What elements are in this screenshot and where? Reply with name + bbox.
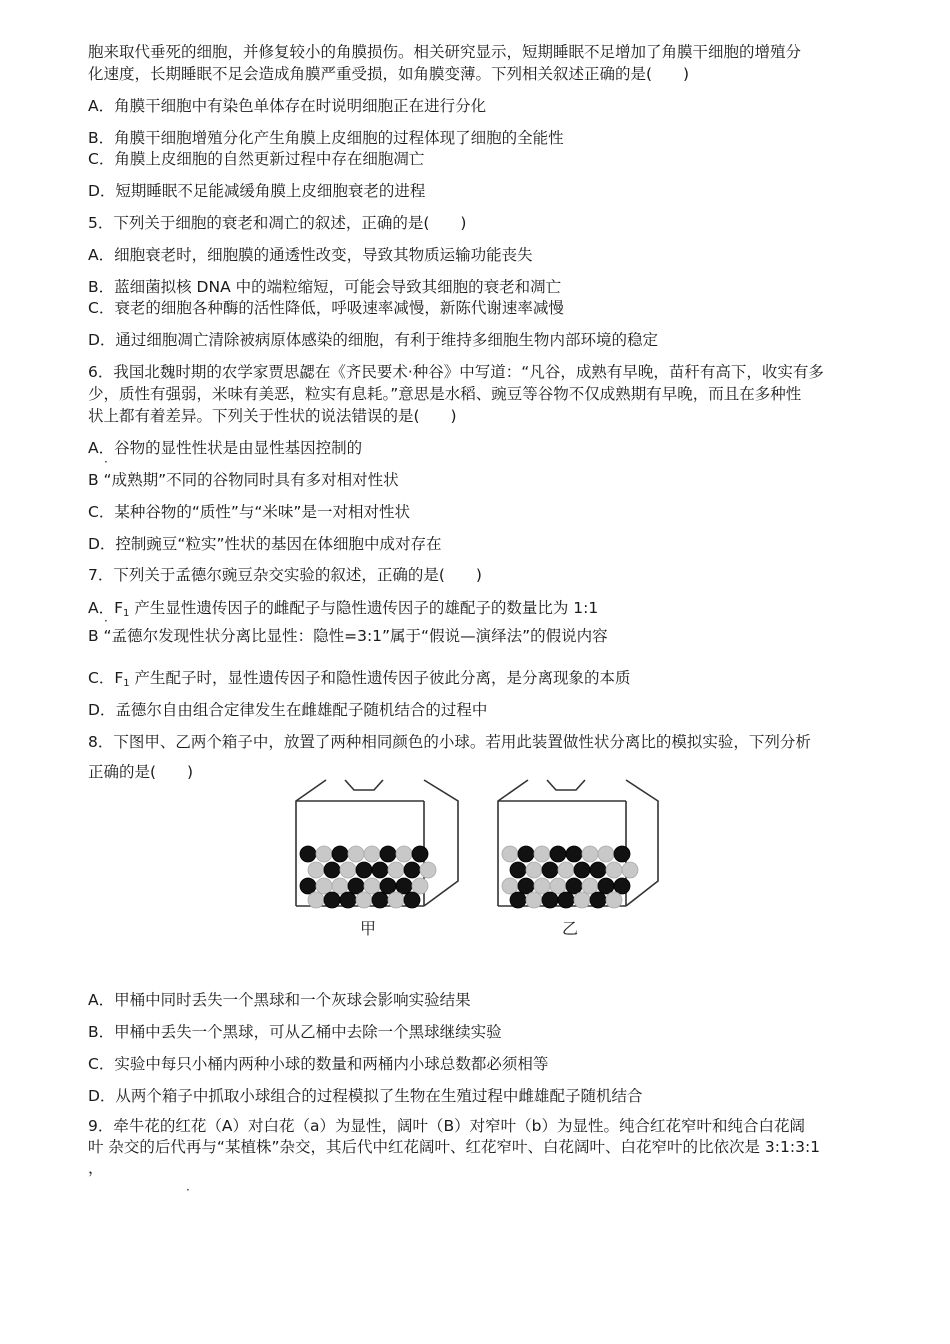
gray-ball — [308, 892, 324, 908]
box-yi — [498, 780, 658, 908]
gray-ball — [502, 878, 518, 894]
black-ball — [356, 862, 372, 878]
gray-ball — [502, 846, 518, 862]
black-ball — [510, 862, 526, 878]
gray-ball — [316, 846, 332, 862]
q4-option-b: B．角膜干细胞增殖分化产生角膜上皮细胞的过程体现了细胞的全能性 — [88, 129, 564, 147]
gray-ball — [388, 892, 404, 908]
black-ball — [348, 878, 364, 894]
stray-dot: · — [104, 614, 108, 628]
black-ball — [518, 846, 534, 862]
box-label-jia: 甲 — [359, 919, 377, 938]
black-ball — [518, 878, 534, 894]
box-jia — [296, 780, 458, 908]
q5-option-b: B．蓝细菌拟核 DNA 中的端粒缩短，可能会导致其细胞的衰老和凋亡 — [88, 278, 562, 296]
gray-ball — [534, 846, 550, 862]
black-ball — [510, 892, 526, 908]
gray-ball — [558, 862, 574, 878]
gray-ball — [388, 862, 404, 878]
q6-option-a: A．谷物的显性性状是由显性基因控制的 — [88, 439, 363, 457]
gray-ball — [364, 878, 380, 894]
gray-ball — [582, 846, 598, 862]
black-ball — [614, 846, 630, 862]
black-ball — [412, 846, 428, 862]
q8-stem-line-1: 8．下图甲、乙两个箱子中，放置了两种相同颜色的小球。若用此装置做性状分离比的模拟实验，下列分析 — [88, 733, 811, 751]
q6-option-b: B “成熟期”不同的谷物同时具有多对相对性状 — [88, 471, 399, 489]
q6-stem-line-2: 少，质性有强弱，米味有美恶，粒实有息耗。”意思是水稻、豌豆等谷物不仅成熟期有早晚，而且在多种性 — [88, 385, 802, 403]
black-ball — [404, 862, 420, 878]
gray-ball — [582, 878, 598, 894]
gray-ball — [574, 892, 590, 908]
gray-ball — [364, 846, 380, 862]
black-ball — [340, 892, 356, 908]
q5-option-c: C．衰老的细胞各种酶的活性降低，呼吸速率减慢，新陈代谢速率减慢 — [88, 299, 564, 317]
ball-box-figure — [290, 776, 670, 946]
black-ball — [324, 892, 340, 908]
black-ball — [300, 846, 316, 862]
black-ball — [300, 878, 316, 894]
stray-dot: · — [186, 1183, 190, 1197]
black-ball — [598, 878, 614, 894]
stray-dot: · — [104, 455, 108, 469]
q5-stem: 5．下列关于细胞的衰老和凋亡的叙述，正确的是( ) — [88, 214, 467, 232]
q8-option-a: A．甲桶中同时丢失一个黑球和一个灰球会影响实验结果 — [88, 991, 471, 1009]
q9-stem-line-3: ， — [88, 1159, 104, 1177]
gray-ball — [356, 892, 372, 908]
q7-option-b: B “孟德尔发现性状分离比显性：隐性=3:1”属于“假说—演绎法”的假说内容 — [88, 627, 608, 645]
q4-option-a: A．角膜干细胞中有染色单体存在时说明细胞正在进行分化 — [88, 97, 487, 115]
black-ball — [566, 878, 582, 894]
q4-stem-line-2: 化速度，长期睡眠不足会造成角膜严重受损，如角膜变薄。下列相关叙述正确的是( ) — [88, 65, 690, 83]
gray-ball — [396, 846, 412, 862]
q8-option-c: C．实验中每只小桶内两种小球的数量和两桶内小球总数都必须相等 — [88, 1055, 549, 1073]
gray-ball — [606, 892, 622, 908]
black-ball — [614, 878, 630, 894]
q7-stem: 7．下列关于孟德尔豌豆杂交实验的叙述，正确的是( ) — [88, 566, 482, 584]
gray-ball — [550, 878, 566, 894]
black-ball — [380, 846, 396, 862]
gray-ball — [598, 846, 614, 862]
black-ball — [324, 862, 340, 878]
gray-ball — [420, 862, 436, 878]
q6-option-c: C．某种谷物的“质性”与“米味”是一对相对性状 — [88, 503, 410, 521]
gray-ball — [332, 878, 348, 894]
q4-stem-line-1: 胞来取代垂死的细胞，并修复较小的角膜损伤。相关研究显示，短期睡眠不足增加了角膜干细胞的增殖分 — [88, 43, 802, 61]
gray-ball — [348, 846, 364, 862]
q5-option-a: A．细胞衰老时，细胞膜的通透性改变，导致其物质运输功能丧失 — [88, 246, 533, 264]
q7-option-d: D．孟德尔自由组合定律发生在雌雄配子随机结合的过程中 — [88, 701, 488, 719]
q6-stem-line-1: 6．我国北魏时期的农学家贾思勰在《齐民要术·种谷》中写道：“凡谷，成熟有早晚，苗秆有高下，收实有多 — [88, 363, 824, 381]
q4-option-c: C．角膜上皮细胞的自然更新过程中存在细胞凋亡 — [88, 150, 425, 168]
q7-option-c: C．$F_1$ 产生配子时，显性遗传因子和隐性遗传因子彼此分离，是分离现象的本质 — [88, 669, 631, 689]
black-ball — [380, 878, 396, 894]
gray-ball — [316, 878, 332, 894]
black-ball — [396, 878, 412, 894]
black-ball — [542, 862, 558, 878]
q9-stem-line-1: 9．牵牛花的红花（A）对白花（a）为显性，阔叶（B）对窄叶（b）为显性。纯合红花窄叶和纯合白花阔 — [88, 1117, 805, 1135]
q8-stem-line-2: 正确的是( ) — [88, 763, 194, 781]
box-label-yi: 乙 — [561, 919, 579, 938]
black-ball — [372, 892, 388, 908]
q8-option-d: D．从两个箱子中抓取小球组合的过程模拟了生物在生殖过程中雌雄配子随机结合 — [88, 1087, 643, 1105]
gray-ball — [412, 878, 428, 894]
gray-ball — [534, 878, 550, 894]
gray-ball — [606, 862, 622, 878]
q5-option-d: D．通过细胞凋亡清除被病原体感染的细胞，有利于维持多细胞生物内部环境的稳定 — [88, 331, 658, 349]
black-ball — [404, 892, 420, 908]
gray-ball — [526, 892, 542, 908]
q6-option-d: D．控制豌豆“粒实”性状的基因在体细胞中成对存在 — [88, 535, 442, 553]
black-ball — [590, 862, 606, 878]
q7-option-a: A．$F_1$ 产生显性遗传因子的雌配子与隐性遗传因子的雄配子的数量比为 1:1 — [88, 599, 599, 619]
gray-ball — [308, 862, 324, 878]
black-ball — [332, 846, 348, 862]
gray-ball — [340, 862, 356, 878]
black-ball — [372, 862, 388, 878]
black-ball — [542, 892, 558, 908]
black-ball — [550, 846, 566, 862]
q4-option-d: D．短期睡眠不足能减缓角膜上皮细胞衰老的进程 — [88, 182, 426, 200]
q6-stem-line-3: 状上都有着差异。下列关于性状的说法错误的是( ) — [88, 407, 457, 425]
q9-stem-line-2: 叶 杂交的后代再与“某植株”杂交，其后代中红花阔叶、红花窄叶、白花阔叶、白花窄叶的比依次是 3:1:3:1 — [88, 1138, 821, 1156]
gray-ball — [622, 862, 638, 878]
black-ball — [566, 846, 582, 862]
q8-option-b: B．甲桶中丢失一个黑球，可从乙桶中去除一个黑球继续实验 — [88, 1023, 502, 1041]
black-ball — [574, 862, 590, 878]
gray-ball — [526, 862, 542, 878]
black-ball — [590, 892, 606, 908]
black-ball — [558, 892, 574, 908]
